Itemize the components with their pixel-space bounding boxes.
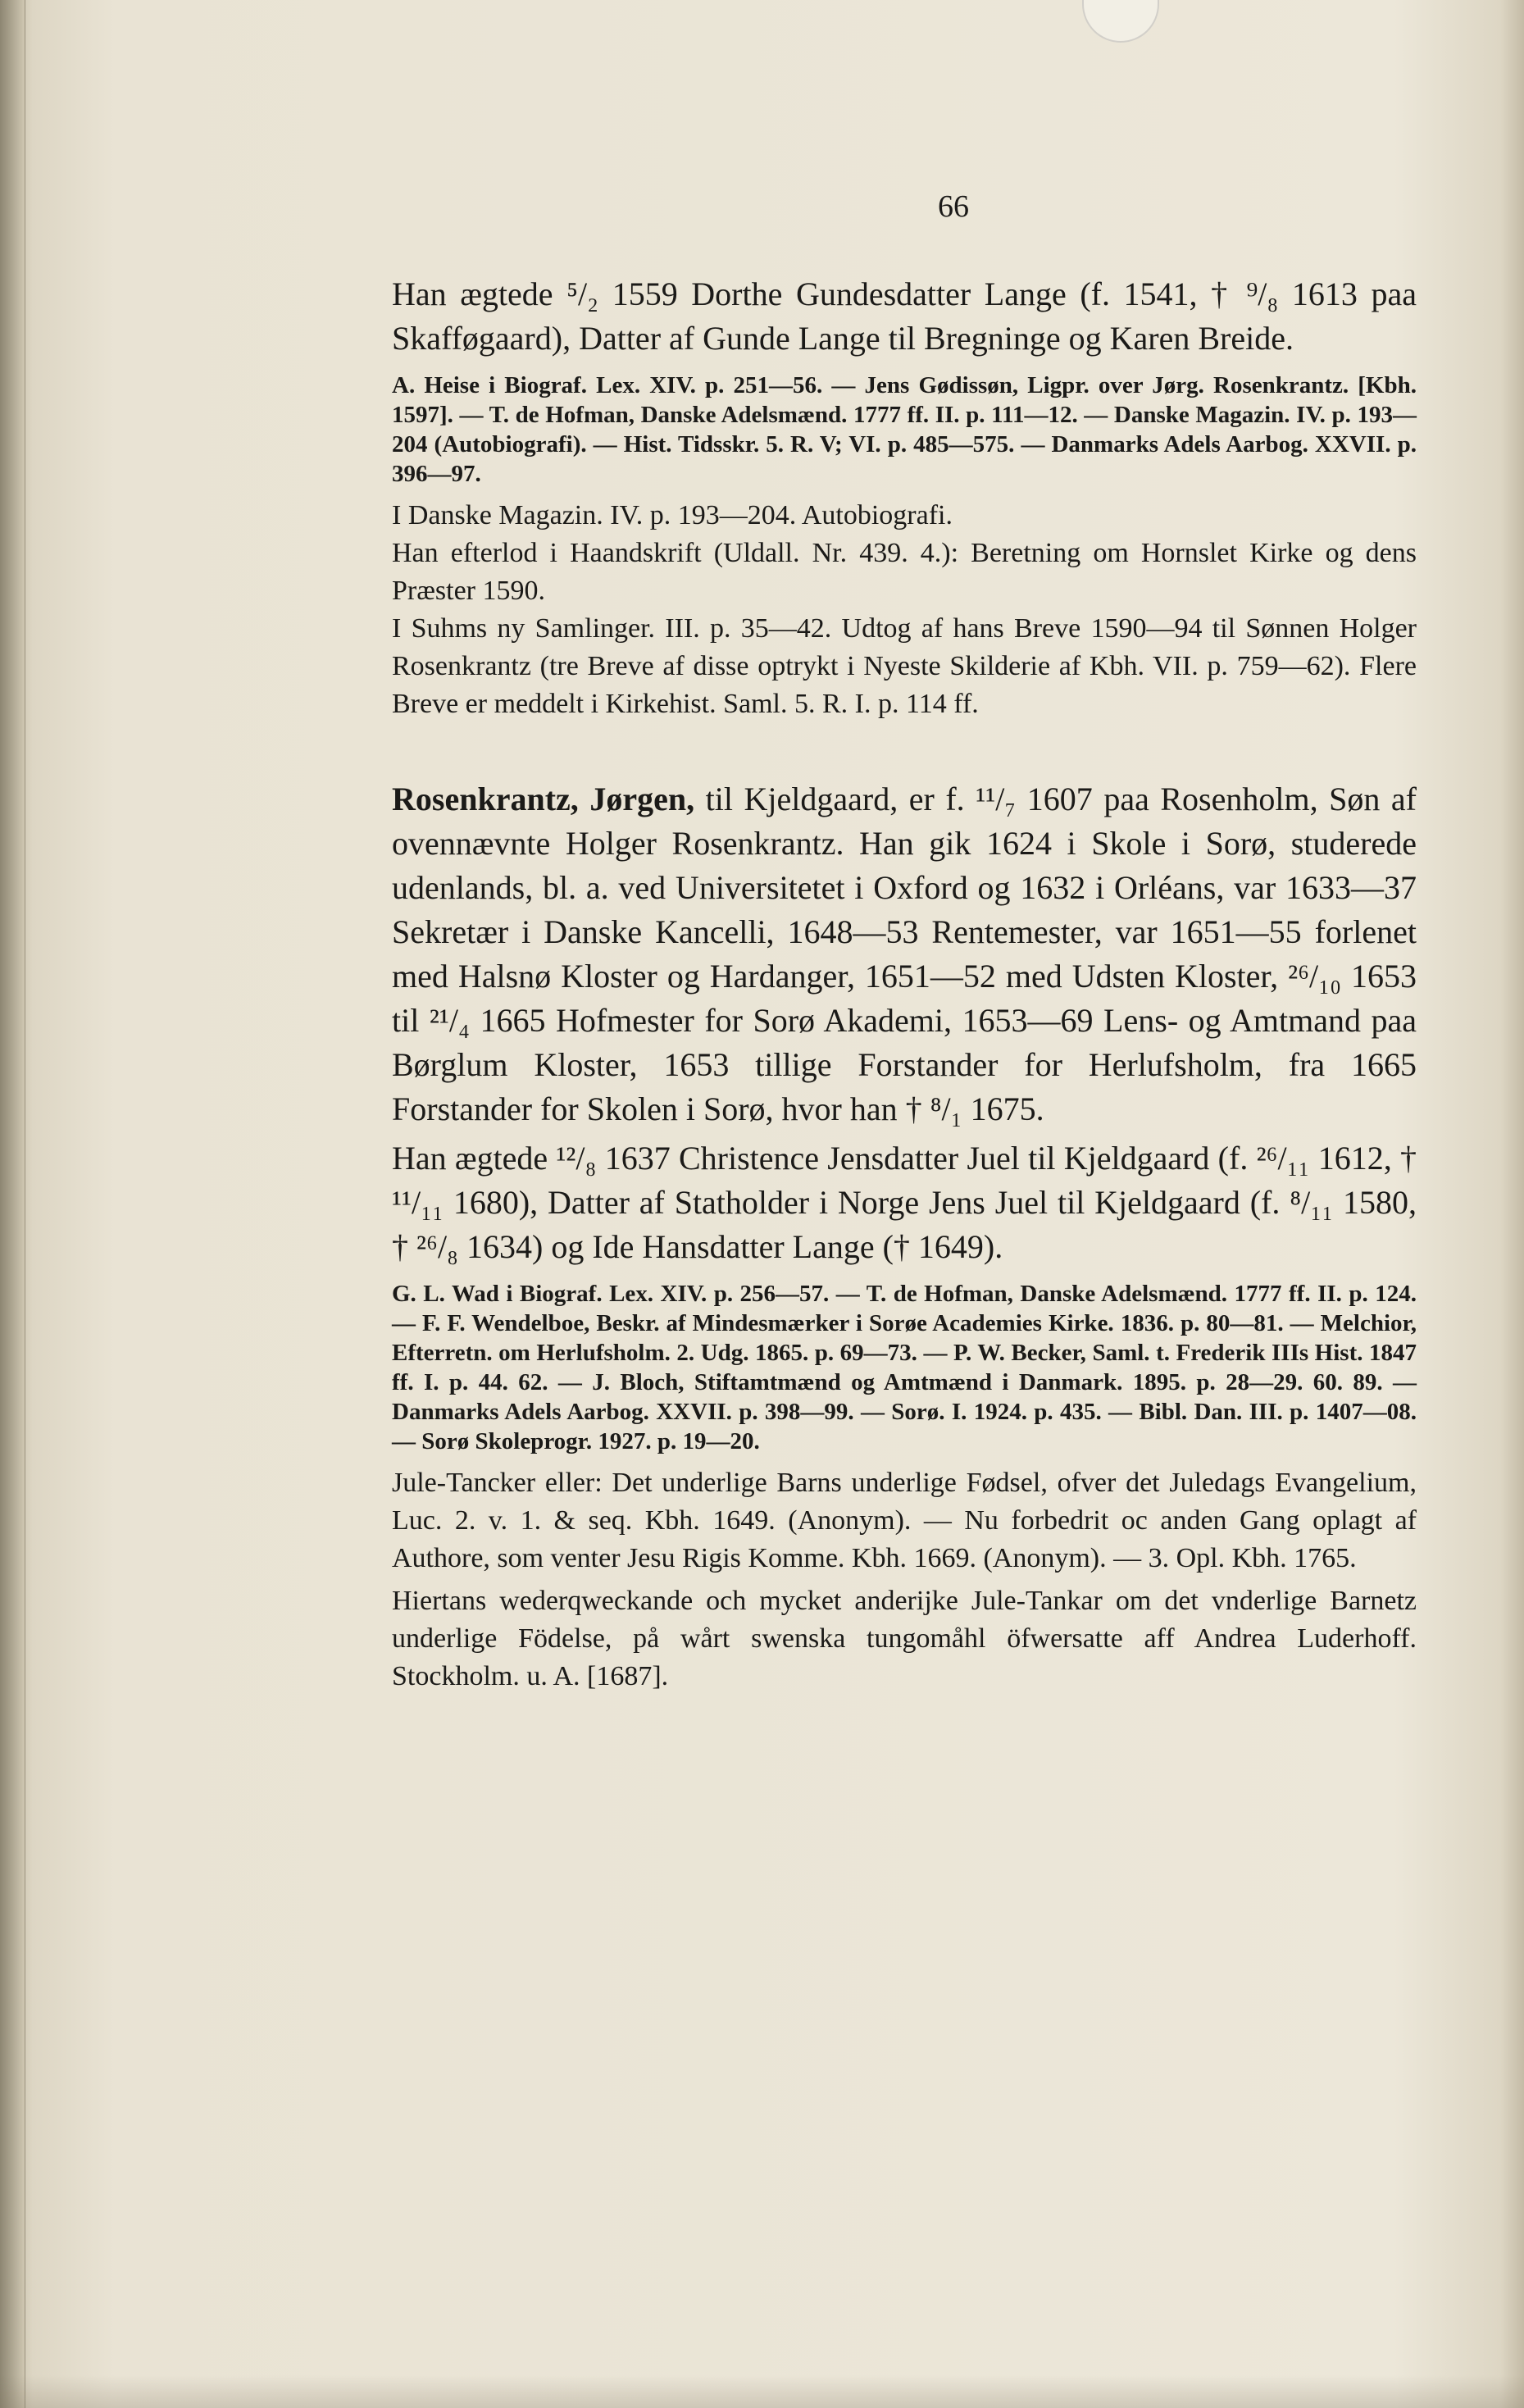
publication-note-5: Hiertans wederqweckande och mycket anderijke Jule-Tankar om det vnderlige Barnetz underlige Födelse, på wårt swenska tungomåhl öfwersatte aff Andrea Luderhoff. Stockholm. u. A. [1687]. [392,1586,1417,1691]
publication-note-3: I Suhms ny Samlinger. III. p. 35—42. Udtog af hans Breve 1590—94 til Sønnen Holger Rosenkrantz (tre Breve af disse optrykt i Nyeste Skilderie af Kbh. VII. p. 759—62). Flere Breve er meddelt i Kirkehist. Saml. 5. R. I. p. 114 ff. [392,613,1417,719]
marriage-paragraph-1: Han ægtede ⁵/₂ 1559 Dorthe Gundesdatter Lange (f. 1541, † ⁹/₈ 1613 paa Skafføgaard), Datter af Gunde Lange til Bregninge og Karen Breide. [392,275,1417,357]
publication-note-1: I Danske Magazin. IV. p. 193—204. Autobiografi. [392,500,953,530]
page-content [392,189,1417,1696]
references-1: A. Heise i Biograf. Lex. XIV. p. 251—56. — Jens Gødissøn, Ligpr. over Jørg. Rosenkrantz. [Kbh. 1597]. — T. de Hofman, Danske Adelsmænd. 1777 ff. II. p. 111—12. — Danske Magazin. IV. p. 193—204 (Autobiografi). — Hist. Tidsskr. 5. R. V; VI. p. 485—575. — Danmarks Adels Aarbog. XXVII. p. 396—97. [392,372,1417,487]
biography-entry [392,777,1417,1131]
entry-heading: Rosenkrantz, Jørgen, [392,781,695,817]
entry-text: til Kjeldgaard, er f. ¹¹/₇ 1607 paa Rosenholm, Søn af ovennævnte Holger Rosenkrantz. Han gik 1624 i Skole i Sorø, studerede udenlands, bl. a. ved Universitetet i Oxford og 1632 i Orléans, var 1633—37 Sekretær i Danske Kancelli, 1648—53 Rentemester, var 1651—55 forlenet med Halsnø Kloster og Hardanger, 1651—52 med Udsten Kloster, ²⁶/₁₀ 1653 til ²¹/₄ 1665 Hofmester for Sorø Akademi, 1653—69 Lens- og Amtmand paa Børglum Kloster, 1653 tillige Forstander for Herlufsholm, fra 1665 Forstander for Skolen i Sorø, hvor han † ⁸/₁ 1675. [392,781,1417,1127]
entry-separator [392,723,1417,777]
references-2: G. L. Wad i Biograf. Lex. XIV. p. 256—57. — T. de Hofman, Danske Adelsmænd. 1777 ff. II. p. 124. — F. F. Wendelboe, Beskr. af Mindesmærker i Sorøe Academies Kirke. 1836. p. 80—81. — Melchior, Efterretn. om Herlufsholm. 2. Udg. 1865. p. 69—73. — P. W. Becker, Saml. t. Frederik IIIs Hist. 1847 ff. I. p. 44. 62. — J. Bloch, Stiftamtmænd og Amtmænd i Danmark. 1895. p. 28—29. 60. 89. — Danmarks Adels Aarbog. XXVII. p. 398—99. — Sorø. I. 1924. p. 435. — Bibl. Dan. III. p. 1407—08. — Sorø Skoleprogr. 1927. p. 19—20. [392,1281,1417,1454]
book-binding-edge [0,0,25,2408]
page-bottom-edge [0,2375,1524,2408]
page-number: 66 [938,189,969,224]
marriage-paragraph-2: Han ægtede ¹²/₈ 1637 Christence Jensdatter Juel til Kjeldgaard (f. ²⁶/₁₁ 1612, † ¹¹/₁₁ 1680), Datter af Statholder i Norge Jens Juel til Kjeldgaard (f. ⁸/₁₁ 1580, † ²⁶/₈ 1634) og Ide Hansdatter Lange († 1649). [392,1140,1417,1265]
publication-note-2: Han efterlod i Haandskrift (Uldall. Nr. 439. 4.): Beretning om Hornslet Kirke og dens Præster 1590. [392,538,1417,606]
publication-note-4: Jule-Tancker eller: Det underlige Barns underlige Fødsel, ofver det Juledags Evangelium, Luc. 2. v. 1. & seq. Kbh. 1649. (Anonym). — Nu forbedrit oc anden Gang oplagt af Authore, som venter Jesu Rigis Komme. Kbh. 1669. (Anonym). — 3. Opl. Kbh. 1765. [392,1468,1417,1573]
